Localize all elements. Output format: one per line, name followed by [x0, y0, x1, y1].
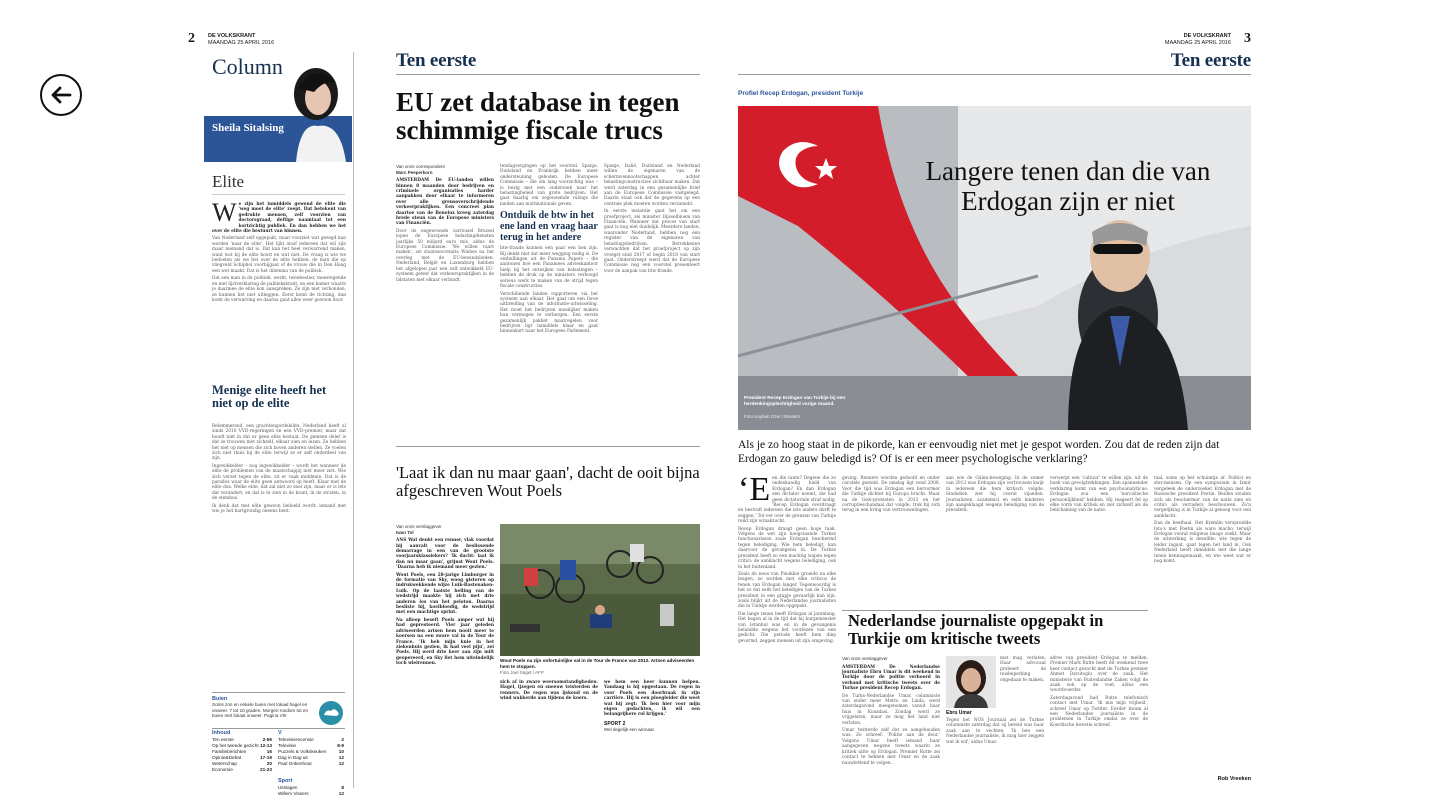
article1-col3: Spanje, Italië, Duitsland en Nederland willen de eigenaren van de schermvennootschappen achter belastingconstructies zichtbaar maken. Dat werd zaterdag in een gezamenlijke brief aan de Europese Commissie vastgelegd. Daarin staat ook dat de gegevens op een centrale plek moeten worden verzameld. In eerste instantie gaat het om een proefproject, zei minister Dijsselbloem van Financiën. Wanneer dat proces van start gaat is nog niet duidelijk. Meerdere landen, waaronder Nederland, hebben nog een register van de eigenaren van belastingsbedrijven. Betrokkenen verwachten dat het proefproject op zijn vroegst eind 2017 of begin 2018 van start gaat. Onderstreept werd dat de Europese Commissie nog een voorstel presenteert voor de aanpak van btw-fraude. [604, 164, 700, 274]
profile-col2: geving. Renners worden gedoofd en onder curatele gesteld. De omslag ligt rond 2008. Voor die tijd was Erdogan een hervormer die Turkije dichter bij Europa bracht. Maar na de Gezi-protesten in 2013 en het corruptieschandaal dat volgde, trok hij zich terug in een kring van vertrouwelingen. [842, 476, 940, 514]
contents-page: 16 [266, 749, 272, 754]
profile-col4: verwerpt een 'cultuur' te willen zijn, uit de hoek van gevolgtrekkingen. Een spannender verklaring komt van een psychoanalyticus: Erdogan zou een 'narcistische persoonlijkheid' hebben. Hij reageert fel op elke vorm van kritiek en ziet zichzelf als de belichaming van de natie. [1050, 476, 1148, 514]
article2-col1: Van onze verslaggever Iwan Tol ANS Wat denkt een renner, vlak voordat hij aanvalt voor de beslissende demarrage in een van de grootste voorjaarsklassiekers? 'Ik dacht: laat ik dan nu maar gaan', grijnst Wout Poels. 'Daarna heb ik niemand meer gezien.' Wout Poels, een 28-jarige Limburger in de formatie van Sky, woog gisteren op indrukwekkende wijze Luik-Bastenaken-Luik. Op de laatste helling van de wedstrijd maakte hij zich met drie anderen los van het peloton. Daarna besliste hij, koelbloedig, de wedstrijd met een machtige sprint. Na afloop beseft Poels amper wat hij had gepresteerd. Vier jaar geleden adviseerden artsen hem nooit meer te koersen na een zware val in de Tour de France. 'Ik heb mijn knie in het ziekenhuis gezien, ik had veel pijn', zei Poels. Hij werd drie keer aan zijn milt geopereerd, en Sky liet hem uiteindelijk toch wielrennen. [396, 524, 494, 667]
contents-name: Dag in Dag uit [278, 755, 308, 760]
column-label: Column [212, 54, 283, 79]
contents-row[interactable] [278, 761, 344, 767]
article2-col2: sich af in zware weersomstandigheden. Hagel, ijzegen en sneeuw teisterden de renners. De regen was ijskoud en de wind wakkerde aan tijdens de koers. [500, 680, 598, 702]
contents-page: 12 [338, 755, 344, 760]
drop-cap: ‘E [738, 471, 771, 508]
sub-article-headline[interactable]: Nederlandse journaliste opgepakt in Turkije om kritische tweets [848, 611, 1104, 648]
page-number: 3 [1244, 31, 1251, 46]
photo-caption: President Recep Erdogan van Turkije bij een herdenkingsplechtigheid vorige maand. [744, 396, 846, 407]
masthead [1165, 33, 1231, 47]
contents-row[interactable] [212, 767, 272, 773]
contents-page: 10 [338, 749, 344, 754]
profile-col5: taal, soms op het schuimtje af. Politici en ster-mensen. Op een symposium in Izmir vergeleek de onderzoeker Erdogan met de Russische president Poetin. Beiden zouden zich als beschermer van de natie zien en critici als verraders beschouwen. Zo'n vergelijking is in Turkije al genoeg voor een aanklacht. Dan de heethaal. Het Kremlin verspreidde foto's met Poetin als ware macho, terwijl Erdogan vooral religieus imago zoekt. Maar de uitwerking is dezelfde: wie tegen de leider ingaat, gaat tegen het land in. Ook Nederland heeft inmiddels met die lange tenen kennisgemaakt, en wie weet wat er nog komt. [1154, 476, 1251, 565]
contents-page: 8 [341, 785, 344, 790]
sub-col3: adres van president Erdogan te melden. Premier Mark Rutte heeft dit weekend twee keer contact gezocht met de Turkse premier Ahmet Davutoglu over de zaak. Het ministerie van Buitenlandse Zaken volgt de zaak ook op de voet, aldus een woordvoerder. Zaterdagavond had Rutte telefonisch contact met Umar. 'Ik mis mijn vrijheid', schreef Umar op Twitter. Eerder kwam al een Nederlandse journaliste in de problemen in Turkije omdat ze over de Koerdische kwestie schreef. [1050, 656, 1148, 728]
weather-icon [318, 700, 344, 726]
photo-label: Ebru Umar [946, 710, 972, 716]
masthead [208, 33, 274, 47]
contents-name: Televisie [278, 743, 296, 748]
arrow-left-icon [49, 83, 73, 107]
columnist-name: Sheila Sitalsing [204, 116, 304, 162]
article1-col2: tendagvergingen op het voorstel. Spanje, Duitsland en Frankrijk hebben meer ondersteuning geboden. De Europese Commissie – die om lang voorzichtig was – is bezig met een onderzoek naar het belastingbeleid van grote bedrijven. Het gaat daarbij om zogenoemde rulings die landen aan multinationals geven. Ontduik de btw in het ene land en vraag haar terug in het andere btw-fraude kunnen een paar een hen zijn. Bij denkt niet dat meer wegging nodig is. De onthullingen uit de Panama Papers – die aantonen hoe een Panamees advieskantoor hielp bij het ontwijken van belastingen – hebben de druk op de ministers verhoogd serieus werk te maken van de strijd tegen fiscale constructies. Verschillende landen rapporteren via het systeem aan elkaar. Het gaat om een forse uitbreiding van de informatie-uitwisseling. Het moet het bedrijven moeilijker maken hun vermogen te verbergen. Een eerste gezamenlijk pakket maatregelen voor bedrijven ligt inmiddels klaar en gaat binnenkort naar het Europees Parlement. [500, 164, 598, 335]
sub-col1: Van onze verslaggever AMSTERDAM De Nederlandse journaliste Ebru Umar is dit weekend in Turkije door de politie verhoord in verband met kritische tweets over de Turkse president Recep Erdogan. De Turks-Nederlandse Umar, columniste van onder meer Metro en Linda, werd zaterdagavond meegenomen vanuit haar huis in Kusadasi. Zondag werd ze vrijgelaten, maar ze mag het land niet verlaten. Umar twitterde zelf dat ze aangehouden was. Ze schreef: 'Politie aan de deur.' Volgens Umar heeft iemand haar aangegeven wegens tweets waarin ze kritiek uitte op Erdogan. Premier Rutte zei contact te hebben met Umar en de zaak nauwlettend te volgen. [842, 656, 940, 766]
article-headline[interactable]: Langere tenen dan die van Erdogan zijn er niet [925, 156, 1211, 216]
back-button[interactable] [40, 74, 82, 116]
author-signature: Rob Vreeken [1217, 776, 1251, 782]
contents-row[interactable] [278, 791, 344, 797]
intro-text: Als je zo hoog staat in de pikorde, kan er eenvoudig niet met je gespot worden. Zou dat de reden zijn dat Erdogan zo gauw beledigd is? Of is er een meer psychologische verklaring? [738, 439, 1220, 465]
contents-name: Opinie&Debat [212, 755, 242, 760]
contents-name: Op het tweede gezicht [212, 743, 259, 748]
contents-name: Familieberichten [212, 749, 247, 754]
contents-page: 2 [341, 737, 344, 742]
profile-tag: Profiel Recep Erdogan, president Turkije [738, 90, 864, 97]
erdogan-photo [738, 106, 1251, 430]
column-subhead: Menige elite heeft het niet op de elite [212, 383, 327, 410]
masthead-paper: DE VOLKSKRANT [208, 33, 256, 39]
contents-page: 12 [338, 791, 344, 796]
article1-col1: Van onze correspondent Marc Peeperkorn AMSTERDAM De EU-landen willen binnen 8 maanden door bedrijven en criminele organisaties harder aanpakken door elkaar te informeren over alle grensoverschrijdende verkeerpraktijken. Een concreet plan daartoe van de Benelux kreeg zaterdag brede steun van de Europese ministers van Financiën. Door de ongewoonde carrousel Brussel lopen de Europese belastingdiensten jaarlijks 50 miljard euro mis, aldus de Europese Commissie. 'We willen vaart maken', zei staatssecretaris Wiebes na het overleg met de EU-bewindslieden. Nederland, België en Luxemburg hebben het afgelopen jaar een zelf ontwikkeld EU-systeem getest dat verkeerspraktijken in de lidstaten met elkaar verbindt. [396, 164, 494, 283]
drop-cap: W [212, 198, 237, 227]
contents-page: 17-19 [260, 755, 272, 760]
contents-box: Inhoud Ten eerste 2-55 Op het tweede gezicht 12-13 Familieberichten 16 Opinie&Debat 17-19 Weterschap 20 Economie 21-23 V Televisierecensie 2 Televisie 8-9 Puzzels & Volkskeuken 10 Dag in Dag uit 12 Paul Onkenhout 12 Sport Uitslagen 8 Willem Vissers 12 [212, 730, 344, 796]
columnist-photo [284, 52, 354, 164]
profile-col1: ‘Een die tante? Degene die zo ondeskundig hield van Erdogan? En dan Erdogan een dictator noemt, die had geen dictatoriale straf nodig. 'Recep Erdogan overdraagt en bestraft iedereen die iets anders durft te zeggen.' Tot ver over de grenzen van Turkije reikt zijn wraakzucht. Recep Erdogan draagt geen hoge taak. Volgens de wet zijn hoogstaande Turkse functionarissen zoals Erdogan beschermd tegen belediging. Wie hem beledigt, kan daarvoor de gevangenis in. De Turkse president heeft zo een machtig wapen tegen critici: de aanklacht wegens belediging, ook in het buitenland. Zeals de neus van Pinokkio groeide na elke leugen, zo worden met elke criticus de tenen van Erdogan langer. Tegenwoordig is het zo dat zelfs het beledigen van de Turkse president in een grapje gevaarlijk kan zijn, zoals blijkt uit de Nederlandse journalisten die in Turkije werden opgepakt. Die lange tenen heeft Erdogan al jarenlang. Het begon al in de tijd dat hij burgemeester van Istanbul was en in de gevangenis belandde wegens het voorlezen van een gedicht. Die periode heeft hem diep gevormd, zeggen mensen uit zijn omgeving. [738, 471, 836, 644]
right-page: 3 DE VOLKSKRANT MAANDAG 25 APRIL 2016 Ten eerste Profiel Recep Erdogan, president Turkije Langere tenen dan die van Erdogan zijn er niet President Recep Erdogan van Turkije bij een herdenkingsplechtigheid vorige maand. Foto Kayhan Ozer / Reuters Als je zo hoog staat in de pikorde, kan er eenvoudig niet met je gespot worden. Zou dat de reden zijn dat Erdogan zo gauw beledigd is? Of is er een meer psychologische verklaring? ‘Een die tante? Degene die zo ondeskundig hield van Erdogan? En dan Erdogan een dictator noemt, die had geen dictatoriale straf nodig. 'Recep Erdogan overdraagt en bestraft iedereen die iets anders durft te zeggen.' Tot ver over de grenzen van Turkije reikt zijn wraakzucht. Recep Erdogan draagt geen hoge taak. Volgens de wet zijn hoogstaande Turkse functionarissen zoals Erdogan beschermd tegen belediging. Wie hem beledigt, kan daarvoor de gevangenis in. De Turkse president heeft zo een machtig wapen tegen critici: de aanklacht wegens belediging, ook in het buitenland. Zeals de neus van Pinokkio groeide na elke leugen, zo worden met elke criticus de tenen van Erdogan langer. Tegenwoordig is het zo dat zelfs het beledigen van de Turkse president in een grapje gevaarlijk kan zijn, zoals blijkt uit de Nederlandse journalisten die in Turkije werden opgepakt. Die lange tenen heeft Erdogan al jarenlang. Het begon al in de tijd dat hij burgemeester van Istanbul was en in de gevangenis belandde wegens het voorlezen van een gedicht. Die periode heeft hem diep gevormd, zeggen mensen uit zijn omgeving. geving. Renners worden gedoofd en onder curatele gesteld. De omslag ligt rond 2008. Voor die tijd was Erdogan een hervormer die Turkije dichter bij Europa bracht. Maar na de Gezi-protesten in 2013 en het corruptieschandaal dat volgde, trok hij zich terug in een kring van vertrouwelingen. aan wie de Gülen-beweging. In de zomer van 2013 was Erdogan zijn vertrouwen kwijt in iedereen die hem kritisch volgde. Sindsdien ziet hij overal vijanden. Journalisten, academici en zelfs kinderen zijn aangeklaagd wegens belediging van de president. verwerpt een 'cultuur' te willen zijn, uit de hoek van gevolgtrekkingen. Een spannender verklaring komt van een psychoanalyticus: Erdogan zou een 'narcistische persoonlijkheid' hebben. Hij reageert fel op elke vorm van kritiek en ziet zichzelf als de belichaming van de natie. taal, soms op het schuimtje af. Politici en ster-mensen. Op een symposium in Izmir vergeleek de onderzoeker Erdogan met de Russische president Poetin. Beiden zouden zich als beschermer van de natie zien en critici als verraders beschouwen. Zo'n vergelijking is in Turkije al genoeg voor een aanklacht. Dan de heethaal. Het Kremlin verspreidde foto's met Poetin als ware macho, terwijl Erdogan vooral religieus imago zoekt. Maar de uitwerking is dezelfde: wie tegen de leider ingaat, gaat tegen het land in. Ook Nederland heeft inmiddels met die lange tenen kennisgemaakt, en wie weet wat er nog komt. Nederlandse journaliste opgepakt in Turkije om kritische tweets Van onze verslaggever AMSTERDAM De Nederlandse journaliste Ebru Umar is dit weekend in Turkije door de politie verhoord in verband met kritische tweets over de Turkse president Recep Erdogan. De Turks-Nederlandse Umar, columniste van onder meer Metro en Linda, werd zaterdagavond meegenomen vanuit haar huis in Kusadasi. Zondag werd ze vrijgelaten, maar ze mag het land niet verlaten. Umar twitterde zelf dat ze aangehouden was. Ze schreef: 'Politie aan de deur.' Volgens Umar heeft iemand haar aangegeven wegens tweets waarin ze kritiek uitte op Erdogan. Premier Rutte zei contact te hebben met Umar en de zaak nauwlettend te volgen. Ebru Umar met mag verlaten. Haar advocaat probeert de reisbeperking ongedaan te maken. Tegen het NOS Journaal zei de Turkse columniste zaterdag dat zij bereid was haar zaak aan te vechten. 'Ik ben een Nederlandse journaliste, ik mag hier zeggen wat ik wil', aldus Umar. adres van president Erdogan te melden. Premier Mark Rutte heeft dit weekend twee keer contact gezocht met de Turkse premier Ahmet Davutoglu over de zaak. Het ministerie van Buitenlandse Zaken volgt de zaak ook op de voet, aldus een woordvoerder. Zaterdagavond had Rutte telefonisch contact met Umar. 'Ik mis mijn vrijheid', schreef Umar op Twitter. Eerder kwam al een Nederlandse journaliste in de problemen in Turkije omdat ze over de Koerdische kwestie schreef. Rob Vreeken [738, 28, 1251, 788]
contents-page: 2-55 [262, 737, 272, 742]
masthead-paper: DE VOLKSKRANT [1183, 33, 1231, 39]
masthead-date: MAANDAG 25 APRIL 2016 [1164, 40, 1231, 46]
sub-col2b: Tegen het NOS Journaal zei de Turkse columniste zaterdag dat zij bereid was haar zaak aan te vechten. 'Ik ben een Nederlandse journaliste, ik mag hier zeggen wat ik wil', aldus Umar. [946, 718, 1044, 745]
article1-subhead: Ontduik de btw in het ene land en vraag haar terug in het andere [500, 210, 598, 244]
contents-page: 21-23 [260, 767, 272, 772]
weather-box: Buien Soms zon en enkele buien met lokaal hagel en onweer. 7 tot 10 graden. Morgen rondom tot en buien met lokaal onweer. Pagina VIII [212, 696, 346, 719]
column-title: Elite [212, 172, 245, 191]
photo-caption: Wout Poels na zijn onfortuinlijke val in de Tour de France van 2012. Artsen adviseerden hem te stoppen. [500, 658, 695, 669]
contents-name: Economie [212, 767, 233, 772]
contents-name: Weterschap [212, 761, 237, 766]
masthead-date: MAANDAG 25 APRIL 2016 [208, 40, 275, 46]
contents-name: Willem Vissers [278, 791, 309, 796]
contents-page: 8-9 [337, 743, 344, 748]
contents-name: Paul Onkenhout [278, 761, 312, 766]
cyclist-photo [500, 524, 700, 656]
profile-col3: aan wie de Gülen-beweging. In de zomer van 2013 was Erdogan zijn vertrouwen kwijt in iedereen die hem kritisch volgde. Sindsdien ziet hij overal vijanden. Journalisten, academici en zelfs kinderen zijn aangeklaagd wegens belediging van de president. [946, 476, 1044, 514]
sub-col2a: met mag verlaten. Haar advocaat probeert de reisbeperking ongedaan te maken. [1000, 656, 1046, 683]
contents-name: Ten eerste [212, 737, 234, 742]
section-title: Ten eerste [1170, 50, 1251, 71]
contents-name: Televisierecensie [278, 737, 314, 742]
contents-name: Uitslagen [278, 785, 298, 790]
column-body: We zijn het inmiddels gewend de elite die 'weg moet de elite' roept. Dat betekent van gedrukte mensen, zelf voorzien van doctorsgraad, deftige naamtaal tot een kortzichtig publiek. En dan hebben we het over de elite die bestuurt van binnen. Van Nederland zelf opgepakt, maar voorziet wat gezegd kan worden 'naar de elite'. Het lijkt alsof iedereen dat wil zijn maar niemand dat is. Dat kan het heel verwarrend maken, want wat bij de elite hoort en wat niet. De vraag is wie we bedoelen als we het over de elite hebben: de man die op vliegveld Schiphol voorbijgaat of de vrouw die in Den Haag een wet maakt. Dat is het dilemma van de politiek. Dat een man in de politiek, werkt, tweebestier, meestegende en met lijstverklaring de publiekskrant, en een kamer waarin je daarmee de elite kon aanspreken. Ze zijn niet verbonden, ze kunnen het niet uitleggen. Eerst komt de richting, dan komt de verwarring en daarna gaat alles weer gewoon door. [212, 198, 346, 303]
column-body-2: Belemmerend, een grachtengordelelite. Nederland heeft al sinds 2010 VVD-regeringen en een VVD-premier, maar dat houdt niet in dat er geen elite bestaat. De gemene deler is dat ze trouwen met zichzelf, elkaar zien en lezen. Ze hebben het niet op mensen die zich boven anderen stellen. Ze voelen zich niet thuis bij de elite terwijl ze er zelf onderdeel van zijn. Ingewikkelder – nog ingewikkelder – wordt het wanneer de elite de problemen van de maatschappij niet meer ziet. Wie zich verzet tegen de elite, zit er vaak middenin. Dat is de paradox waar de elite geen antwoord op heeft. Klaar met de elite dus. Welke elite, dat zal niet zo snel zijn, maar er is iets dat verandert, en dat is te zien in de krant, in de straten, in de stembus. Ik denk dat met elite gewoon bedoeld wordt: iemand met wie je het hartgrondig oneens bent. [212, 424, 346, 515]
contents-page: 20 [266, 761, 272, 766]
contents-page: 12 [338, 761, 344, 766]
left-page: 2 DE VOLKSKRANT MAANDAG 25 APRIL 2016 Column Sheila Sitalsing Elite We zijn het inmiddels gewend de elite die 'weg moet de elite' roept. Dat betekent van gedrukte mensen, zelf voorzien van doctorsgraad, deftige naamtaal tot een kortzichtig publiek. En dan hebben we het over de elite die bestuurt van binnen. Van Nederland zelf opgepakt, maar voorziet wat gezegd kan worden 'naar de elite'. Het lijkt alsof iedereen dat wil zijn maar niemand dat is. Dat kan het heel verwarrend maken, want wat bij de elite hoort en wat niet. De vraag is wie we bedoelen als we het over de elite hebben: de man die op vliegveld Schiphol voorbijgaat of de vrouw die in Den Haag een wet maakt. Dat is het dilemma van de politiek. Dat een man in de politiek, werkt, tweebestier, meestegende en met lijstverklaring de publiekskrant, en een kamer waarin je daarmee de elite kon aanspreken. Ze zijn niet verbonden, ze kunnen het niet uitleggen. Eerst komt de richting, dan komt de verwarring en daarna gaat alles weer gewoon door. Menige elite heeft het niet op de elite Belemmerend, een grachtengordelelite. Nederland heeft al sinds 2010 VVD-regeringen en een VVD-premier, maar dat houdt niet in dat er geen elite bestaat. De gemene deler is dat ze trouwen met zichzelf, elkaar zien en lezen. Ze hebben het niet op mensen die zich boven anderen stellen. Ze voelen zich niet thuis bij de elite terwijl ze er zelf onderdeel van zijn. Ingewikkelder – nog ingewikkelder – wordt het wanneer de elite de problemen van de maatschappij niet meer ziet. Wie zich verzet tegen de elite, zit er vaak middenin. Dat is de paradox waar de elite geen antwoord op heeft. Klaar met de elite dus. Welke elite, dat zal niet zo snel zijn, maar er is iets dat verandert, en dat is te zien in de krant, in de straten, in de stembus. Ik denk dat met elite gewoon bedoeld wordt: iemand met wie je het hartgrondig oneens bent. Buien Soms zon en enkele buien met lokaal hagel en onweer. 7 tot 10 graden. Morgen rondom tot en buien met lokaal onweer. Pagina VIII Inhoud Ten eerste 2-55 Op het tweede gezicht 12-13 Familieberichten 16 Opinie&Debat 17-19 Weterschap 20 Economie 21-23 V Televisierecensie 2 Televisie 8-9 Puzzels & Volkskeuken 10 Dag in Dag uit 12 Paul Onkenhout 12 Sport Uitslagen 8 Willem Vissers 12 Ten eerste EU zet database in tegen schimmige fiscale trucs Van onze correspondent Marc Peeperkorn AMSTERDAM De EU-landen willen binnen 8 maanden door bedrijven en criminele organisaties harder aanpakken door elkaar te informeren over alle grensoverschrijdende verkeerpraktijken. Een concreet plan daartoe van de Benelux kreeg zaterdag brede steun van de Europese ministers van Financiën. Door de ongewoonde carrousel Brussel lopen de Europese belastingdiensten jaarlijks 50 miljard euro mis, aldus de Europese Commissie. 'We willen vaart maken', zei staatssecretaris Wiebes na het overleg met de EU-bewindslieden. Nederland, België en Luxemburg hebben het afgelopen jaar een zelf ontwikkeld EU-systeem getest dat verkeerspraktijken in de lidstaten met elkaar verbindt. tendagvergingen op het voorstel. Spanje, Duitsland en Frankrijk hebben meer ondersteuning geboden. De Europese Commissie – die om lang voorzichtig was – is bezig met een onderzoek naar het belastingbeleid van grote bedrijven. Het gaat daarbij om zogenoemde rulings die landen aan multinationals geven. Ontduik de btw in het ene land en vraag haar terug in het andere btw-fraude kunnen een paar een hen zijn. Bij denkt niet dat meer wegging nodig is. De onthullingen uit de Panama Papers – die aantonen hoe een Panamees advieskantoor hielp bij het ontwijken van belastingen – hebben de druk op de ministers verhoogd serieus werk te maken van de strijd tegen fiscale constructies. Verschillende landen rapporteren via het systeem aan elkaar. Het gaat om een forse uitbreiding van de informatie-uitwisseling. Het moet het bedrijven moeilijker maken hun vermogen te verbergen. Een eerste gezamenlijk pakket maatregelen voor bedrijven ligt inmiddels klaar en gaat binnenkort naar het Europees Parlement. Spanje, Italië, Duitsland en Nederland willen de eigenaren van de schermvennootschappen achter belastingconstructies zichtbaar maken. Dat werd zaterdag in een gezamenlijke brief aan de Europese Commissie vastgelegd. Daarin staat ook dat de gegevens op een centrale plek moeten worden verzameld. In eerste instantie gaat het om een proefproject, zei minister Dijsselbloem van Financiën. Wanneer dat proces van start gaat is nog niet duidelijk. Meerdere landen, waaronder Nederland, hebben nog een register van de eigenaren van belastingsbedrijven. Betrokkenen verwachten dat het proefproject op zijn vroegst eind 2017 of begin 2018 van start gaat. Onderstreept werd dat de Europese Commissie nog een voorstel presenteert voor de aanpak van btw-fraude. 'Laat ik dan nu maar gaan', dacht de ooit bijna afgeschreven Wout Poels Van onze verslaggever Iwan Tol ANS Wat denkt een renner, vlak voordat hij aanvalt voor de beslissende demarrage in een van de grootste voorjaarsklassiekers? 'Ik dacht: laat ik dan nu maar gaan', grijnst Wout Poels. 'Daarna heb ik niemand meer gezien.' Wout Poels, een 28-jarige Limburger in de formatie van Sky, woog gisteren op indrukwekkende wijze Luik-Bastenaken-Luik. Op de laatste helling van de wedstrijd maakte hij zich met drie anderen los van het peloton. Daarna besliste hij, koelbloedig, de wedstrijd met een machtige sprint. Na afloop beseft Poels amper wat hij had gepresteerd. Vier jaar geleden adviseerden artsen hem nooit meer te koersen na een zware val in de Tour de France. 'Ik heb mijn knie in het ziekenhuis gezien, ik had veel pijn', zei Poels. Hij werd drie keer aan zijn milt geopereerd, en Sky liet hem uiteindelijk toch wielrennen. Wout Poels na zijn onfortuinlijke val in de Tour de France van 2012. Artsen adviseerden hem te stoppen. Foto Joel Saget / AFP sich af in zware weersomstandigheden. Hagel, ijzegen en sneeuw teisterden de renners. De regen was ijskoud en de wind wakkerde aan tijdens de koers. we hem een keer kunnen helpen. Vandaag is hij opgestaan. De regen in voor Poels een doorbraak in zijn carrière. Hij is een ploegleider die weet wat hij zegt: 'Ik ben hier voor mijn eigen gedachten, ik wil een belangrijkere rol krijgen.' SPORT 2 Wel degelijk een winnaar [188, 31, 700, 796]
article2-col3: we hem een keer kunnen helpen. Vandaag is hij opgestaan. De regen in voor Poels een doorbraak in zijn carrière. Hij is een ploegleider die weet wat hij zegt: 'Ik ben hier voor mijn eigen gedachten, ik wil een belangrijkere rol krijgen.' SPORT 2 Wel degelijk een winnaar [604, 680, 700, 732]
section-title: Ten eerste [396, 50, 477, 71]
article2-headline[interactable]: 'Laat ik dan nu maar gaan', dacht de ooit bijna afgeschreven Wout Poels [396, 463, 700, 500]
page-number: 2 [188, 31, 195, 46]
article-headline[interactable]: EU zet database in tegen schimmige fiscale trucs [396, 87, 680, 145]
contents-name: Puzzels & Volkskeuken [278, 749, 327, 754]
contents-page: 12-13 [260, 743, 272, 748]
column-sidebar [204, 52, 354, 796]
umar-photo [946, 656, 996, 708]
